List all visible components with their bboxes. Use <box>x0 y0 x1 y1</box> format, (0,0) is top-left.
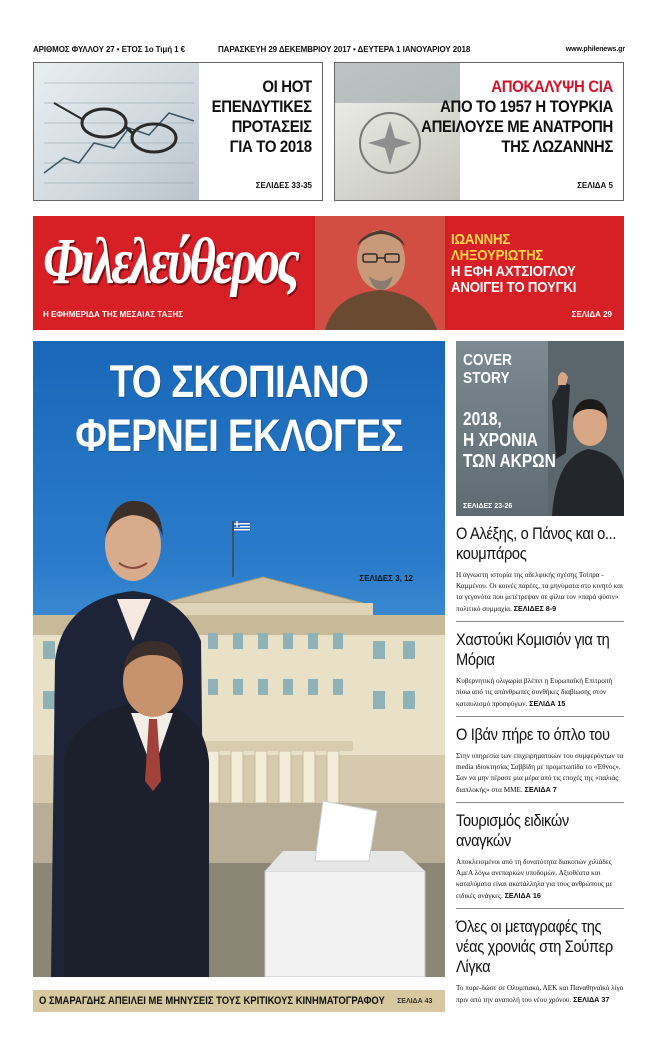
sidebar <box>456 341 624 1012</box>
page-ref: ΣΕΛΙΔΑ 37 <box>573 995 610 1004</box>
headline-line: ΓΙΑ ΤΟ 2018 <box>229 137 312 156</box>
story-text: Κυβερνητική ολιγωρία βλέπει η Ευρωπαϊκή Επιτροπή πίσω από τις απάνθρωπες συνθήκες διαβίωσης στον καταυλισμό προσφύγων. <box>456 677 613 708</box>
story-title: Ο Αλέξης, ο Πάνος και ο... κουμπάρος <box>456 524 617 563</box>
headline-line: 2018, <box>463 409 502 429</box>
label-line: STORY <box>463 370 510 387</box>
story-item[interactable] <box>456 622 624 717</box>
website-link[interactable]: www.philenews.gr <box>565 45 625 53</box>
story-title: Ο Ιβάν πήρε το όπλο του <box>456 725 610 744</box>
page-ref: ΣΕΛΙΔΑ 43 <box>397 997 433 1005</box>
story-item[interactable] <box>456 803 624 909</box>
teaser-cia[interactable] <box>334 62 624 201</box>
story-body <box>456 857 624 902</box>
story-title: Τουρισμός ειδικών αναγκών <box>456 811 569 850</box>
mast-headline[interactable] <box>451 232 576 296</box>
tagline: Η ΕΦΗΜΕΡΙΔΑ ΤΗΣ ΜΕΣΑΙΑΣ ΤΑΞΗΣ <box>43 310 184 319</box>
bottom-banner[interactable] <box>33 990 445 1012</box>
columnist-portrait <box>315 216 445 330</box>
main-headline <box>62 355 416 463</box>
page-ref: ΣΕΛΙΔΕΣ 33-35 <box>255 181 312 190</box>
story-body <box>456 983 624 1006</box>
columnist-name: ΛΗΞΟΥΡΙΩΤΗΣ <box>451 247 544 264</box>
banner-headline: Ο ΣΜΑΡΑΓΔΗΣ ΑΠΕΙΛΕΙ ΜΕ ΜΗΝΥΣΕΙΣ ΤΟΥΣ ΚΡΙΤΙΚΟΥΣ ΚΙΝΗΜΑΤΟΓΡΑΦΟΥ <box>39 995 385 1007</box>
teaser-kicker: ΑΠΟΚΑΛΥΨΗ CIA <box>491 77 613 96</box>
headline-line: ΕΠΕΝΔΥΤΙΚΕΣ <box>211 97 312 116</box>
main-story[interactable] <box>33 341 445 977</box>
headline-line: ΤΩΝ ΑΚΡΩΝ <box>463 451 556 471</box>
headline-line: ΤΗΣ ΛΩΖΑΝΝΗΣ <box>501 137 613 156</box>
headline-line: Η ΕΦΗ ΑΧΤΣΙΟΓΛΟΥ <box>451 263 576 280</box>
newspaper-logo[interactable]: Φιλελεύθερος <box>43 225 297 298</box>
issue-number: ΑΡΙΘΜΟΣ ΦΥΛΛΟΥ 27 • ΕΤΟΣ 1ο Τιμή 1 € <box>33 44 185 54</box>
headline-line: ΑΠΟ ΤΟ 1957 Η ΤΟΥΡΚΙΑ <box>440 97 613 116</box>
headline-line: ΑΝΟΙΓΕΙ ΤΟ ΠΟΥΓΚΙ <box>451 279 577 296</box>
page-ref: ΣΕΛΙΔΑ 15 <box>529 699 566 708</box>
headline-line: ΠΡΟΤΑΣΕΙΣ <box>231 117 312 136</box>
glasses-chart-photo <box>34 63 199 200</box>
story-item[interactable] <box>456 717 624 803</box>
story-text: Αποκλεισμένοι από τη δυνατότητα διακοπών χιλιάδες ΑμεΑ λόγω ανεπαρκών υποδομών. Αξιοθέατα και καταλύματα είναι ακατάλληλα για τους ανθρώπους με ειδικές ανάγκες. <box>456 858 613 900</box>
story-item[interactable] <box>456 516 624 622</box>
story-title: Χαστούκι Κομισιόν για τη Μόρια <box>456 630 610 669</box>
headline-line: ΦΕΡΝΕΙ ΕΚΛΟΓΕΣ <box>75 410 403 461</box>
headline-line: Η ΧΡΟΝΙΑ <box>463 430 538 450</box>
masthead <box>33 216 624 330</box>
columnist-name: ΙΩΑΝΝΗΣ <box>451 231 511 248</box>
page-ref: ΣΕΛΙΔΑ 29 <box>571 310 612 319</box>
page-ref: ΣΕΛΙΔΕΣ 23-26 <box>463 503 513 510</box>
headline-line: ΑΠΕΙΛΟΥΣΕ ΜΕ ΑΝΑΤΡΟΠΗ <box>421 117 613 136</box>
teaser-investments[interactable] <box>33 62 323 201</box>
teaser-headline <box>212 77 312 157</box>
story-body <box>456 676 624 710</box>
story-title: Όλες οι μεταγραφές της νέας χρονιάς στη Σούπερ Λίγκα <box>456 917 613 976</box>
headline-line: ΤΟ ΣΚΟΠΙΑΝΟ <box>109 356 369 407</box>
story-item[interactable] <box>456 909 624 1012</box>
cover-headline <box>463 409 556 472</box>
page-ref: ΣΕΛΙΔΑ 16 <box>504 891 541 900</box>
story-body <box>456 751 624 796</box>
label-line: COVER <box>463 352 512 369</box>
top-info-bar <box>33 42 625 56</box>
issue-date: ΠΑΡΑΣΚΕΥΗ 29 ΔΕΚΕΜΒΡΙΟΥ 2017 • ΔΕΥΤΕΡΑ 1 ΙΑΝΟΥΑΡΙΟΥ 2018 <box>218 44 471 54</box>
cover-story[interactable] <box>456 341 624 516</box>
headline-line: ΟΙ ΗΟΤ <box>262 77 312 96</box>
cover-label <box>463 352 512 388</box>
leader-photo <box>548 341 624 516</box>
teaser-headline <box>421 77 613 157</box>
page-ref: ΣΕΛΙΔΕΣ 8-9 <box>513 604 557 613</box>
story-text: Η άγνωστη ιστορία της αδελφικής σχέσης Τσίπρα - Καμμένου. Οι κοινές παρέες, τα μηνύματα στο κινητό και τα γεγονότα που μετέτρεψαν σε φίλια τον «παρά φύσιν» πολιτικό συμμαχία. <box>456 571 623 613</box>
page-ref: ΣΕΛΙΔΑ 7 <box>524 785 557 794</box>
story-text: Το πορε-δώσε σε Ολυμπιακό, ΑΕΚ και Παναθηναϊκό λίγο πριν από την αναπολή του νέου χρόνου. <box>456 984 624 1004</box>
story-body <box>456 570 624 615</box>
story-text: Στην υπηρεσία των επιχειρηματικών του συμφερόντων τα media ιδιοκτησίας Σαββίδη με προμετωπίδα το «Έθνος». Σαν να μην πέρασε μια μέρα από τις εποχές της «παλιάς διαπλοκής» στα ΜΜΕ. <box>456 752 624 794</box>
page-ref: ΣΕΛΙΔΑ 5 <box>577 181 613 190</box>
page-ref: ΣΕΛΙΔΕΣ 3, 12 <box>359 574 413 583</box>
